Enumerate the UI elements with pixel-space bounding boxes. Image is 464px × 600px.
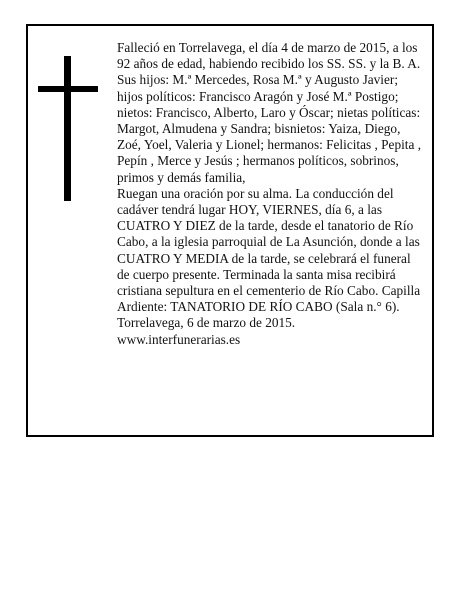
- announcement-paragraph: Falleció en Torrelavega, el día 4 de marzo de 2015, a los 92 años de edad, habiendo recibido los SS. SS. y la B. A.: [117, 40, 421, 72]
- cross-horizontal-bar: [38, 86, 98, 92]
- family-paragraph: Sus hijos: M.ª Mercedes, Rosa M.ª y Augusto Javier; hijos políticos: Francisco Aragón y José M.ª Postigo; nietos: Francisco, Alberto, Laro y Óscar; nietas políticas: Margot, Almudena y Sandra; bisnietos: Yaiza, Diego, Zoé, Yoel, Valeria y Lionel; hermanos: Felicitas , Pepita , Pepín , Merce y Jesús ; hermanos políticos, sobrinos, primos y demás familia,: [117, 72, 422, 185]
- place-date-line: Torrelavega, 6 de marzo de 2015.: [117, 315, 296, 331]
- cross-vertical-bar: [64, 56, 71, 201]
- cross-icon: [38, 56, 98, 201]
- funeral-details-paragraph: Ruegan una oración por su alma. La conducción del cadáver tendrá lugar HOY, VIERNES, día 6, a las CUATRO Y DIEZ de la tarde, desde el tanatorio de Río Cabo, a la iglesia parroquial de La Asunción, donde a las CUATRO Y MEDIA de la tarde, se celebrará el funeral de cuerpo presente. Terminada la santa misa recibirá cristiana sepultura en el cementerio de Río Cabo. Capilla Ardiente: TANATORIO DE RÍO CABO (Sala n.° 6).: [117, 185, 421, 315]
- website-line: www.interfunerarias.es: [117, 331, 241, 347]
- obituary-notice: [26, 24, 434, 437]
- notice-body: [117, 40, 423, 348]
